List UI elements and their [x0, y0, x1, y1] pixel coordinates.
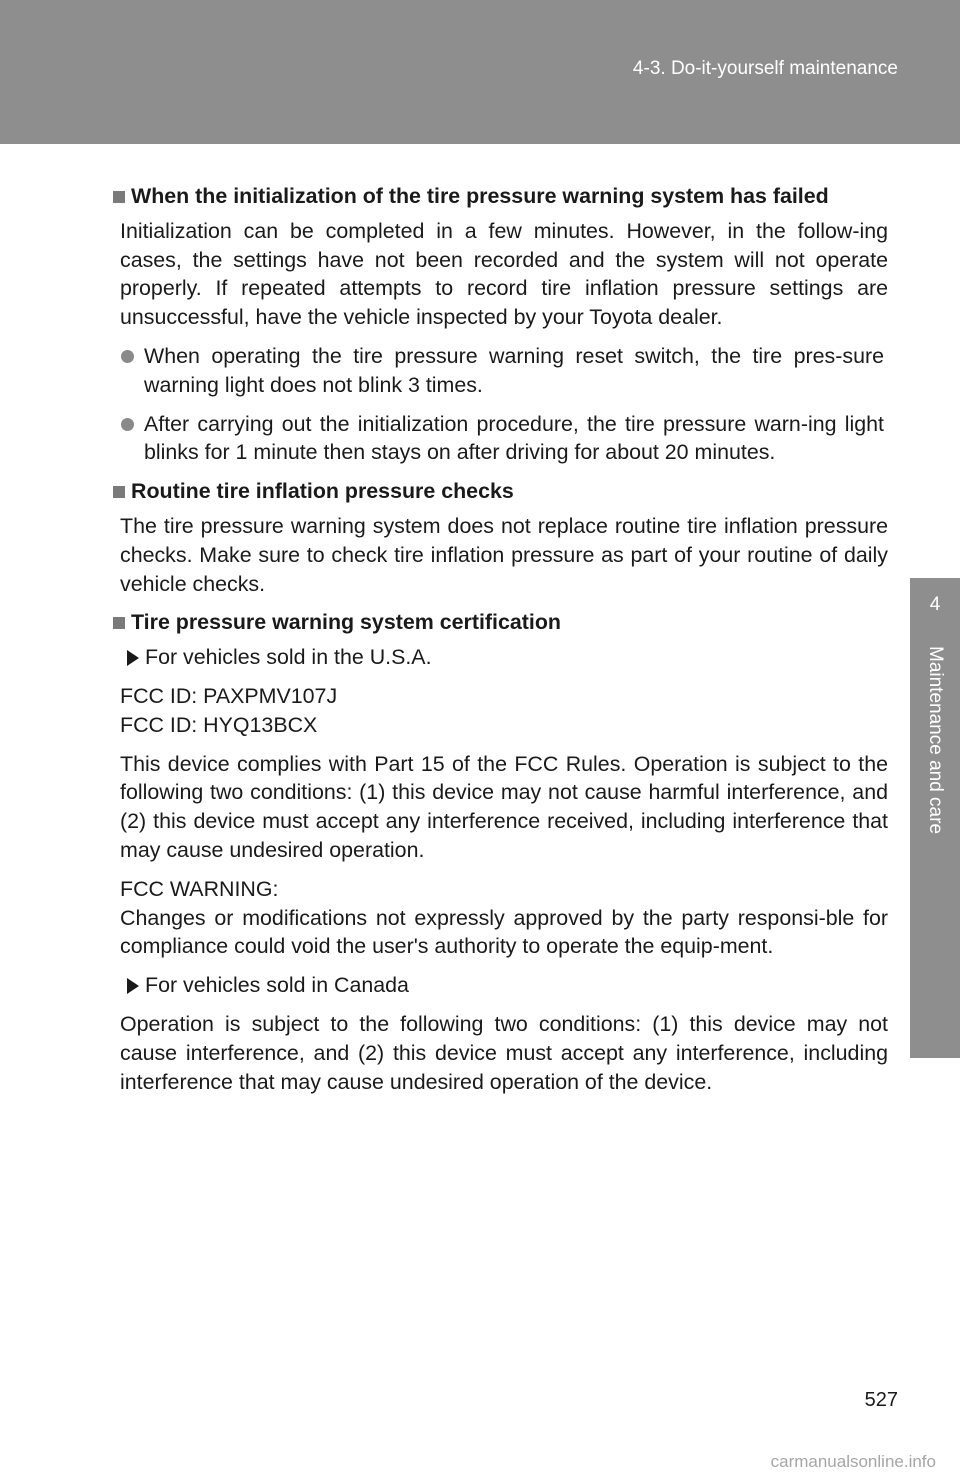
init-failed-heading — [113, 182, 888, 211]
fcc-warning-body: Changes or modifications not expressly approved by the party responsi-ble for compliance could void the user's authority to operate the equip-ment. — [120, 905, 888, 959]
arrow-right-icon — [127, 650, 139, 666]
fcc-warning-title: FCC WARNING: — [120, 876, 279, 901]
fcc-id-1: FCC ID: PAXPMV107J — [120, 683, 338, 708]
canada-subheading-text: For vehicles sold in Canada — [145, 973, 409, 998]
usa-subheading-text: For vehicles sold in the U.S.A. — [145, 645, 432, 670]
canada-body: Operation is subject to the following two conditions: (1) this device may not cause interference, and (2) this device must accept any interference, including interference that may cause undesired operation of the device. — [120, 1011, 888, 1094]
routine-checks-body: The tire pressure warning system does not replace routine tire inflation pressure checks. Make sure to check tire inflation pressure as part of your routine of daily vehicle checks. — [120, 513, 888, 596]
page-number: 527 — [864, 1389, 898, 1411]
routine-checks-heading-text: Routine tire inflation pressure checks — [131, 479, 514, 504]
certification-heading-text: Tire pressure warning system certification — [131, 610, 561, 635]
header-band — [0, 0, 960, 144]
section-square-icon — [113, 191, 125, 203]
chapter-number: 4 — [929, 594, 941, 615]
chapter-label: Maintenance and care — [925, 646, 946, 835]
arrow-right-icon — [127, 978, 139, 994]
routine-checks-heading — [113, 477, 888, 506]
bullet-text: When operating the tire pressure warning reset switch, the tire pres-sure warning light does not blink 3 times. — [144, 343, 884, 397]
chapter-side-tab[interactable] — [910, 578, 960, 1058]
list-item — [113, 342, 884, 400]
fcc-compliance: This device complies with Part 15 of the FCC Rules. Operation is subject to the following two conditions: (1) this device may not cause harmful interference, and (2) this device must accept any interference received, including interference that may cause undesired operation. — [120, 751, 888, 862]
bullet-text: After carrying out the initialization procedure, the tire pressure warn-ing light blinks for 1 minute then stays on after driving for about 20 minutes. — [144, 411, 884, 465]
canada-subheading — [113, 971, 888, 1000]
certification-heading — [113, 608, 888, 637]
init-failed-body: Initialization can be completed in a few minutes. However, in the follow-ing cases, the settings have not been recorded and the system will not operate properly. If repeated attempts to record tire inflation pressure settings are unsuccessful, have the vehicle inspected by your Toyota dealer. — [120, 218, 888, 330]
page-content — [113, 182, 888, 1106]
fcc-warning — [113, 875, 888, 961]
fcc-id-2: FCC ID: HYQ13BCX — [120, 712, 318, 737]
bullet-dot-icon — [121, 418, 134, 431]
watermark[interactable]: carmanualsonline.info — [770, 1452, 936, 1471]
section-title: 4-3. Do-it-yourself maintenance — [632, 58, 898, 79]
list-item — [113, 410, 884, 468]
section-square-icon — [113, 617, 125, 629]
bullet-dot-icon — [121, 350, 134, 363]
fcc-ids — [113, 682, 888, 740]
usa-subheading — [113, 643, 888, 672]
section-square-icon — [113, 486, 125, 498]
init-failed-heading-text: When the initialization of the tire pressure warning system has failed — [131, 184, 829, 208]
